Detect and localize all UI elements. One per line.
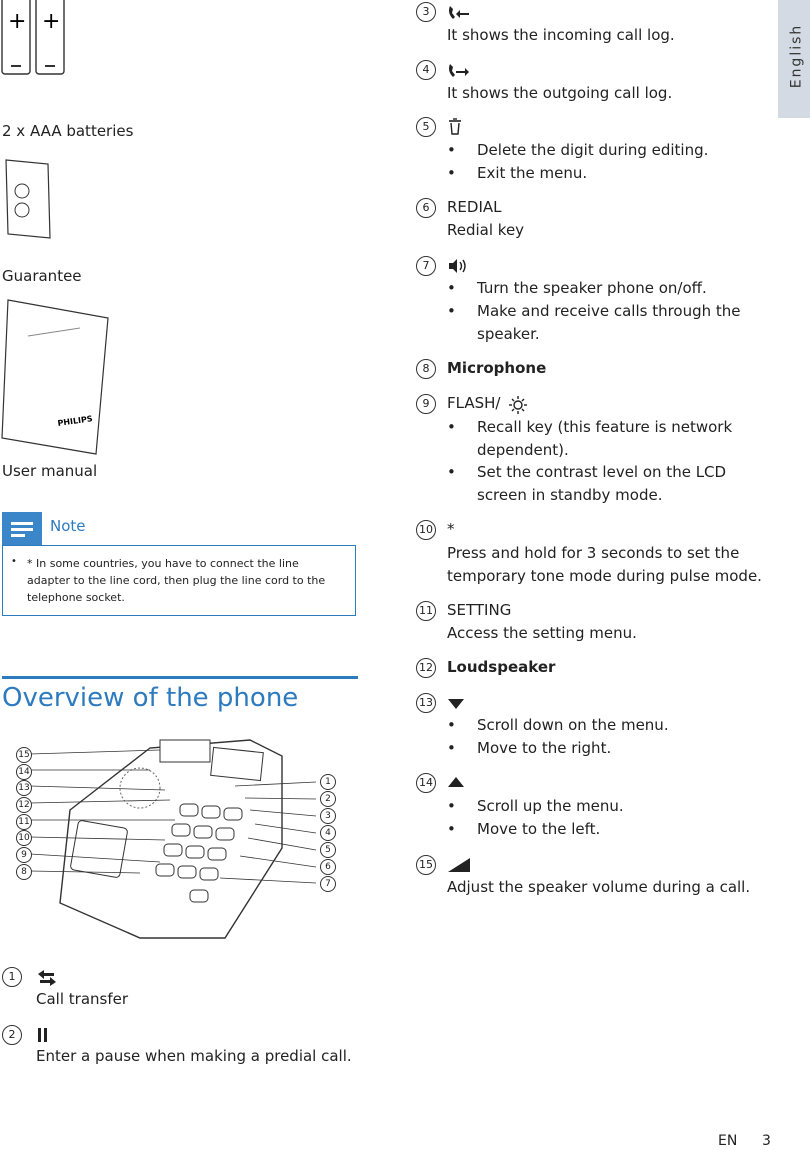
callout-15: 15: [16, 747, 32, 763]
callout-13: 13: [16, 780, 32, 796]
brand-text: PHILIPS: [57, 414, 94, 428]
item-number-1: 1: [2, 967, 22, 987]
user-manual-label: User manual: [2, 462, 98, 480]
call-transfer-icon: [36, 969, 58, 987]
item-number-7: 7: [416, 256, 436, 276]
item-11-title: SETTING: [447, 601, 512, 619]
page-number: 3: [762, 1133, 771, 1149]
item-number-10: 10: [416, 520, 436, 540]
callout-5: 5: [320, 842, 336, 858]
batteries-illustration: [0, 0, 80, 78]
callout-8: 8: [16, 864, 32, 880]
callout-11: 11: [16, 814, 32, 830]
callout-1: 1: [320, 774, 336, 790]
item-number-14: 14: [416, 773, 436, 793]
contrast-icon: [508, 395, 528, 415]
pause-icon: [36, 1027, 50, 1043]
item-15-desc: Adjust the speaker volume during a call.: [447, 878, 751, 896]
volume-icon: [447, 857, 471, 873]
callout-3: 3: [320, 808, 336, 824]
item-10-title: *: [447, 520, 455, 538]
phone-illustration: [0, 728, 360, 948]
item-7-bullet-1: • Turn the speaker phone on/off.: [477, 277, 707, 300]
delete-icon: [447, 118, 463, 136]
down-arrow-icon: [447, 698, 465, 710]
overview-divider: [2, 676, 358, 679]
note-icon: [2, 512, 42, 545]
item-number-3: 3: [416, 2, 436, 22]
item-10-desc: Press and hold for 3 seconds to set the temporary tone mode during pulse mode.: [447, 544, 762, 585]
callout-9: 9: [16, 847, 32, 863]
guarantee-booklet-illustration: [4, 158, 54, 240]
callout-12: 12: [16, 797, 32, 813]
item-7-bullet-2: • Make and receive calls through the speaker.: [477, 300, 757, 346]
item-4-desc: It shows the outgoing call log.: [447, 84, 673, 102]
callout-14: 14: [16, 764, 32, 780]
up-arrow-icon: [447, 776, 465, 788]
language-tab: [778, 0, 810, 118]
item-12-title: Loudspeaker: [447, 658, 556, 676]
callout-6: 6: [320, 859, 336, 875]
item-14-bullet-1: • Scroll up the menu.: [477, 795, 624, 818]
item-8-title: Microphone: [447, 359, 547, 377]
incoming-call-icon: [447, 4, 471, 22]
guarantee-label: Guarantee: [2, 267, 82, 285]
item-number-13: 13: [416, 693, 436, 713]
callout-2: 2: [320, 791, 336, 807]
item-3-desc: It shows the incoming call log.: [447, 26, 675, 44]
item-number-8: 8: [416, 359, 436, 379]
callout-7: 7: [320, 876, 336, 892]
item-13-bullet-1: • Scroll down on the menu.: [477, 714, 669, 737]
speaker-icon: [447, 258, 469, 274]
callout-10: 10: [16, 830, 32, 846]
item-13-bullet-2: • Move to the right.: [477, 737, 611, 760]
item-number-12: 12: [416, 658, 436, 678]
item-11-desc: Access the setting menu.: [447, 624, 637, 642]
item-5-bullet-1: • Delete the digit during editing.: [477, 139, 708, 162]
item-5-bullet-2: • Exit the menu.: [477, 162, 587, 185]
item-6-title: REDIAL: [447, 198, 502, 216]
item-9-bullet-1: • Recall key (this feature is network dependent).: [477, 416, 747, 462]
item-2-desc: Enter a pause when making a predial call.: [36, 1047, 352, 1065]
item-number-2: 2: [2, 1025, 22, 1045]
callout-4: 4: [320, 825, 336, 841]
item-6-desc: Redial key: [447, 221, 525, 239]
note-title: Note: [50, 517, 86, 535]
item-number-15: 15: [416, 855, 436, 875]
language-tab-label: English: [788, 23, 805, 89]
item-9-title: FLASH/: [447, 394, 501, 412]
user-manual-illustration: [0, 296, 116, 456]
item-9-bullet-2: • Set the contrast level on the LCD screen in standby mode.: [477, 461, 747, 507]
footer-language: EN: [718, 1133, 738, 1149]
item-number-9: 9: [416, 394, 436, 414]
item-number-6: 6: [416, 198, 436, 218]
item-14-bullet-2: • Move to the left.: [477, 818, 600, 841]
outgoing-call-icon: [447, 62, 471, 80]
note-text: * In some countries, you have to connect the line adapter to the line cord, then plug the line cord to the telephone socket.: [27, 557, 326, 604]
item-1-desc: Call transfer: [36, 990, 129, 1008]
overview-title: Overview of the phone: [2, 683, 299, 713]
item-number-11: 11: [416, 601, 436, 621]
item-number-5: 5: [416, 117, 436, 137]
batteries-label: 2 x AAA batteries: [2, 122, 134, 140]
battery-plus-2: +: [42, 9, 61, 34]
item-number-4: 4: [416, 60, 436, 80]
battery-plus-1: +: [8, 9, 27, 34]
note-box: • * In some countries, you have to connect the line adapter to the line cord, then plug the line cord to the telephone socket.: [2, 545, 356, 616]
